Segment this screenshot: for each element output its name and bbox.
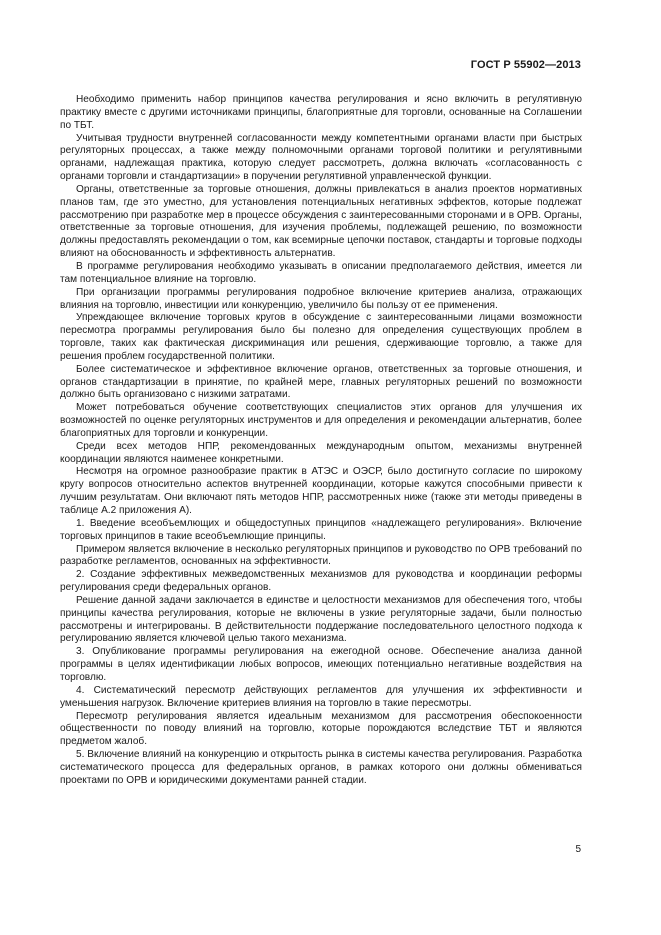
paragraph: Может потребоваться обучение соответствующих специалистов этих органов для улучшения их возможностей по оценке регуляторных инструментов и для определения и рекомендации альтернатив, более благоприятных для торговли и конкуренции. [60, 402, 582, 439]
paragraph: Органы, ответственные за торговые отношения, должны привлекаться в анализ проектов нормативных планов там, где это уместно, для установления потенциальных негативных эффектов, которые подлежат рассмотрению при разработке мер в процессе обсуждения с заинтересованными сторонами и в ОРВ. Органы, ответственные за торговые отношения, для изучения проблемы, подлежащей решению, по возможности должны предоставлять рекомендации о том, как всемирные цепочки поставок, стандарты и торговые подходы влияют на обоснованность и эффективность альтернатив. [60, 183, 582, 260]
page-number: 5 [575, 844, 581, 855]
paragraph: Несмотря на огромное разнообразие практик в АТЭС и ОЭСР, было достигнуто согласие по широкому кругу вопросов относительно аспектов внутренней координации, которые кажутся способными привести к лучшим результатам. Они включают пять методов НПР, рассмотренных ниже (также эти методы приведены в таблице А.2 приложения А). [60, 466, 582, 516]
paragraph: Необходимо применить набор принципов качества регулирования и ясно включить в регулятивную практику вместе с другими источниками принципы, благоприятные для торговли, основанные на Соглашении по ТБТ. [60, 94, 582, 131]
paragraph: В программе регулирования необходимо указывать в описании предполагаемого действия, имеется ли там потенциальное влияние на торговлю. [60, 260, 582, 285]
paragraph: Более систематическое и эффективное включение органов, ответственных за торговые отношения, и органов стандартизации в принятие, по крайней мере, главных регуляторных решений по возможности должно быть организовано с низкими затратами. [60, 363, 582, 401]
paragraph: При организации программы регулирования подробное включение критериев анализа, отражающих влияния на торговлю, инвестиции или конкуренцию, увеличило бы пользу от ее применения. [60, 286, 582, 311]
list-item: 2. Создание эффективных межведомственных механизмов для руководства и координации реформы регулирования среди федеральных органов. [60, 569, 582, 594]
paragraph: Решение данной задачи заключается в единстве и целостности механизмов для обеспечения того, чтобы принципы качества регулирования, которые не включены в узкие регуляторные задачи, были полностью рассмотрены и интегрированы. В действительности поддержание последовательного целостного подхода к регулированию является ключевой целью такого механизма. [60, 594, 582, 645]
list-item: 3. Опубликование программы регулирования на ежегодной основе. Обеспечение анализа данной программы в целях идентификации любых вопросов, имеющих потенциально негативные воздействия на торговлю. [60, 646, 582, 683]
paragraph: Учитывая трудности внутренней согласованности между компетентными органами власти при быстрых регуляторных процессах, а также между полномочными органами торговой политики и регулятивными органами, надлежащая практика, которую следует рассмотреть, должна включать «согласованность с органами торговли и стандартизации» в поручении регулятивной управленческой функции. [60, 132, 582, 183]
paragraph: Среди всех методов НПР, рекомендованных международным опытом, механизмы внутренней координации являются наименее конкретными. [60, 440, 582, 465]
list-item: 5. Включение влияний на конкуренцию и открытость рынка в системы качества регулирования. Разработка систематического процесса для федеральных органов, в рамках которого они должны обмениваться проектами по ОРВ и юридическими документами ранней стадии. [60, 749, 582, 786]
paragraph: Пересмотр регулирования является идеальным механизмом для рассмотрения обеспокоенности общественности по поводу влияний на торговлю, которые порождаются вследствие ТБТ и являются предметом жалоб. [60, 710, 582, 748]
list-item: 1. Введение всеобъемлющих и общедоступных принципов «надлежащего регулирования». Включение торговых принципов в такие всеобъемлющие принципы. [60, 517, 582, 542]
standard-header: ГОСТ Р 55902—2013 [470, 59, 581, 71]
paragraph: Упреждающее включение торговых кругов в обсуждение с заинтересованными лицами возможности пересмотра программы регулирования было бы полезно для определения существующих проблем в торговле, таких как фактическая дискриминация или решения, сдерживающие торговлю, а также для решения проблем государственной политики. [60, 312, 582, 362]
paragraph: Примером является включение в несколько регуляторных принципов и руководство по ОРВ требований по разработке регламентов, основанных на эффективности. [60, 543, 582, 568]
body-text [60, 94, 582, 788]
list-item: 4. Систематический пересмотр действующих регламентов для улучшения их эффективности и уменьшения нагрузок. Включение критериев влияния на торговлю в такие пересмотры. [60, 684, 582, 709]
